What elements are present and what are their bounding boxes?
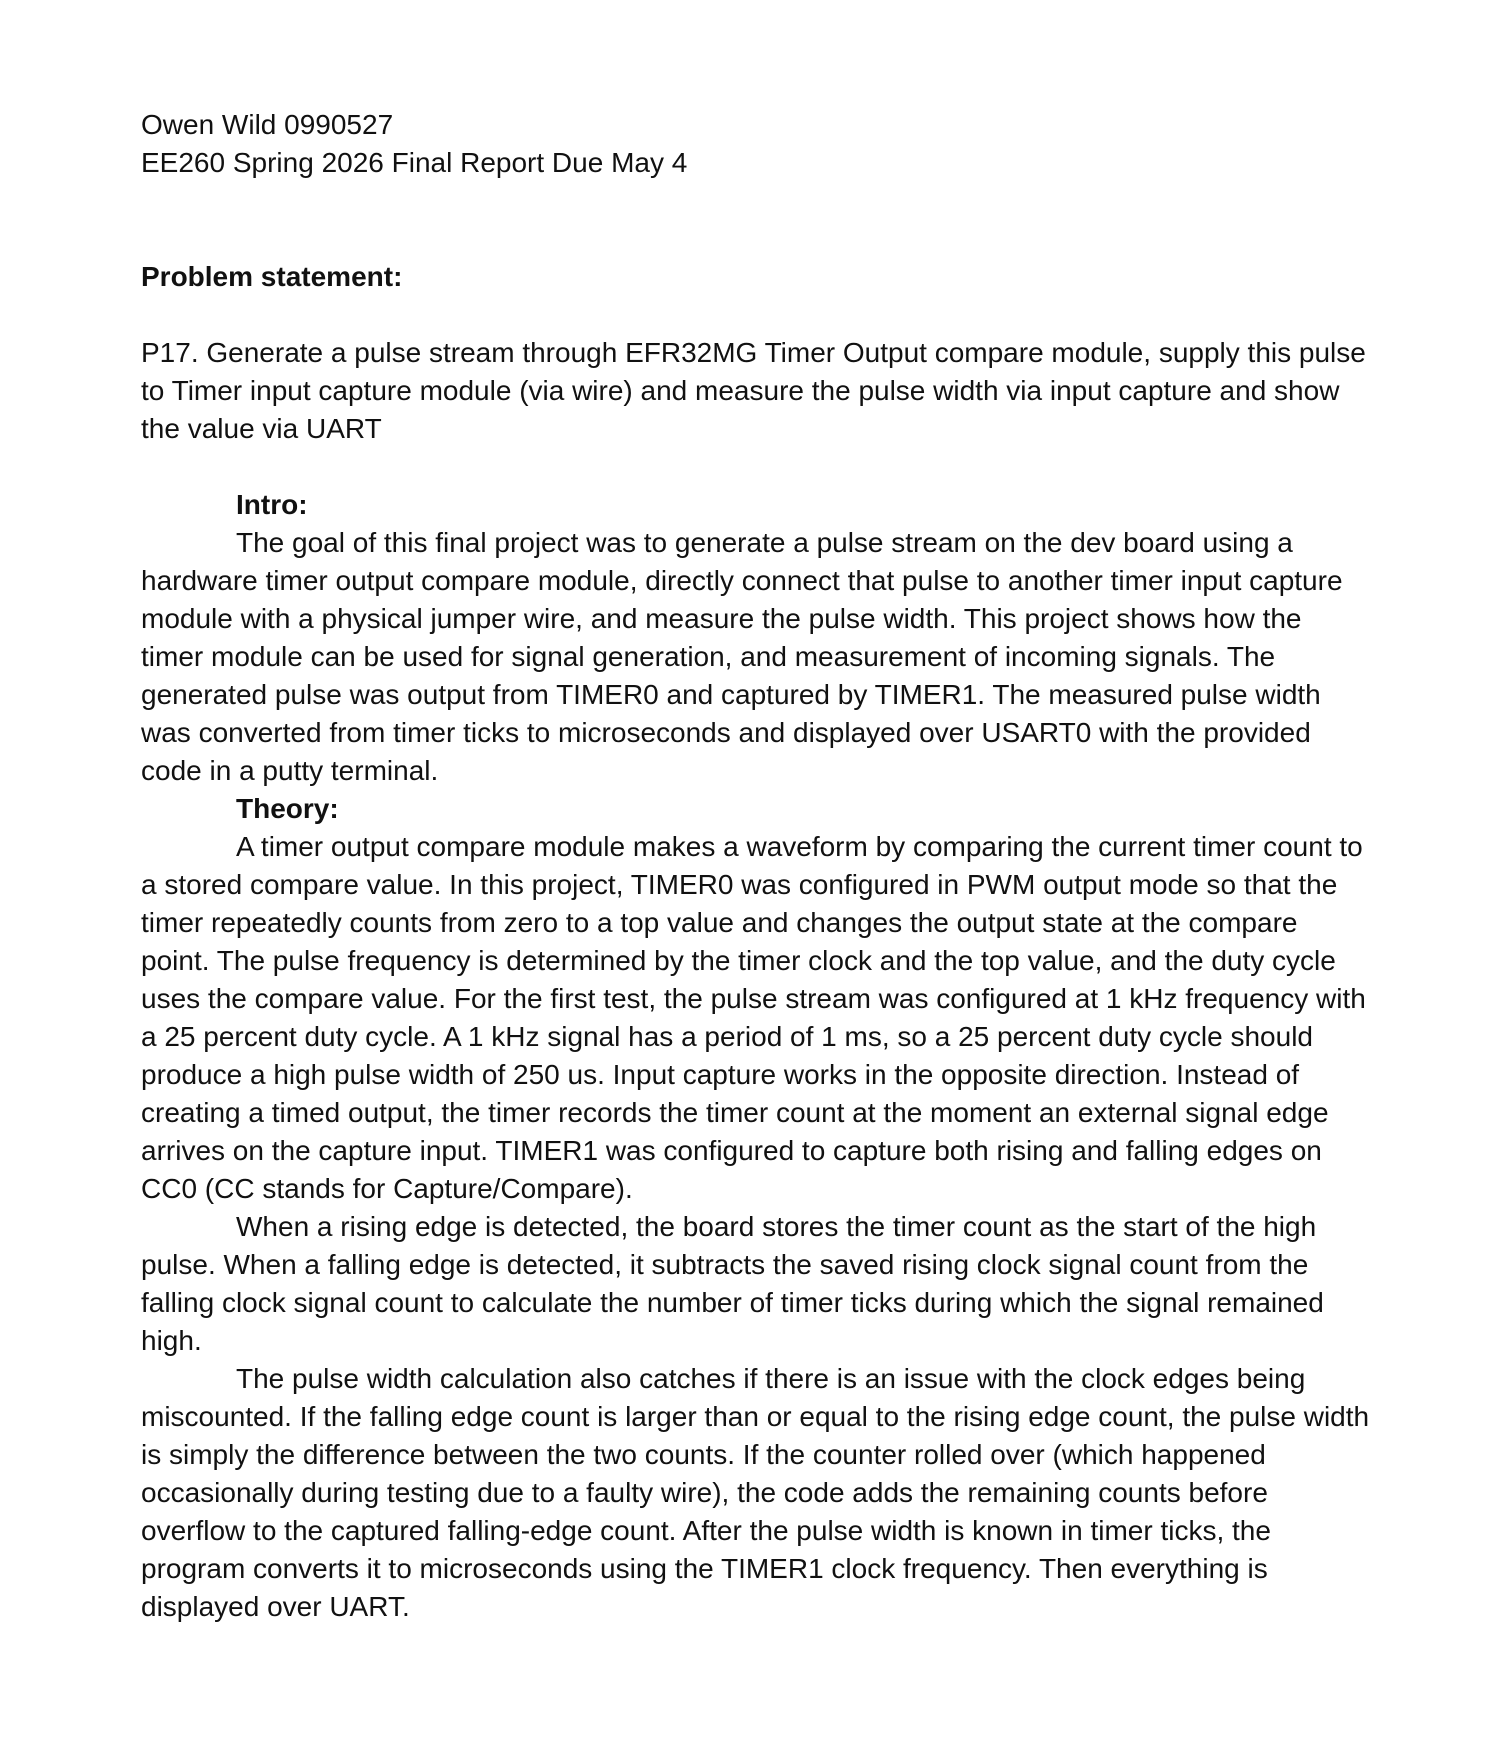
- author-line: Owen Wild 0990527: [141, 109, 394, 140]
- theory-heading: Theory:: [236, 793, 339, 824]
- theory-paragraph-3: The pulse width calculation also catches if there is an issue with the clock edges being miscounted. If the falling edge count is larger than or equal to the rising edge count, the pulse width is simply the difference between the two counts. If the counter rolled over (which happened occasionally during testing due to a faulty wire), the code adds the remaining counts before overflow to the captured falling-edge count. After the pulse width is known in timer ticks, the program converts it to microseconds using the TIMER1 clock frequency. Then everything is displayed over UART.: [141, 1363, 1370, 1622]
- spacer: [141, 296, 1371, 334]
- spacer: [141, 182, 1371, 258]
- intro-paragraph: The goal of this final project was to generate a pulse stream on the dev board using a hardware timer output compare module, directly connect that pulse to another timer input capture module with a physical jumper wire, and measure the pulse width. This project shows how the timer module can be used for signal generation, and measurement of incoming signals. The generated pulse was output from TIMER0 and captured by TIMER1. The measured pulse width was converted from timer ticks to microseconds and displayed over USART0 with the provided code in a putty terminal.: [141, 527, 1343, 786]
- problem-heading: Problem statement:: [141, 261, 403, 292]
- course-line: EE260 Spring 2026 Final Report Due May 4: [141, 147, 688, 178]
- problem-text: P17. Generate a pulse stream through EFR32MG Timer Output compare module, supply this pulse to Timer input capture module (via wire) and measure the pulse width via input capture and show the value via UART: [141, 337, 1366, 444]
- theory-paragraph-1: A timer output compare module makes a waveform by comparing the current timer count to a stored compare value. In this project, TIMER0 was configured in PWM output mode so that the timer repeatedly counts from zero to a top value and changes the output state at the compare point. The pulse frequency is determined by the timer clock and the top value, and the duty cycle uses the compare value. For the first test, the pulse stream was configured at 1 kHz frequency with a 25 percent duty cycle. A 1 kHz signal has a period of 1 ms, so a 25 percent duty cycle should produce a high pulse width of 250 us. Input capture works in the opposite direction. Instead of creating a timed output, the timer records the timer count at the moment an external signal edge arrives on the capture input. TIMER1 was configured to capture both rising and falling edges on CC0 (CC stands for Capture/Compare).: [141, 831, 1366, 1204]
- spacer: [141, 448, 1371, 486]
- report-page: [141, 106, 1371, 1626]
- intro-heading: Intro:: [236, 489, 308, 520]
- theory-paragraph-2: When a rising edge is detected, the board stores the timer count as the start of the high pulse. When a falling edge is detected, it subtracts the saved rising clock signal count from the falling clock signal count to calculate the number of timer ticks during which the signal remained high.: [141, 1211, 1324, 1356]
